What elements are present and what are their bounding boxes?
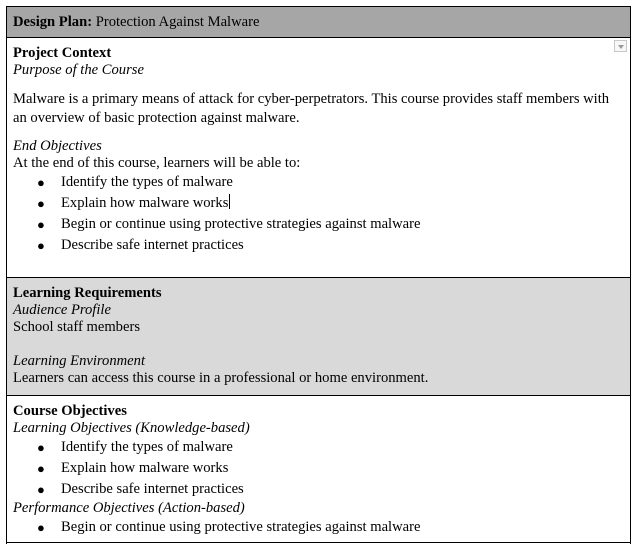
learning-environment-text[interactable]: Learners can access this course in a professional or home environment.	[13, 370, 429, 386]
bullet-icon: ●	[37, 482, 45, 497]
blank-line	[13, 336, 624, 353]
bullet-icon: ●	[37, 238, 45, 253]
course-objectives-section[interactable]	[7, 396, 630, 544]
list-item-text: Begin or continue using protective strategies against malware	[61, 519, 421, 535]
list-item[interactable]	[13, 214, 624, 235]
list-item[interactable]	[13, 458, 624, 479]
list-item[interactable]	[13, 437, 624, 458]
design-plan-header[interactable]	[7, 6, 630, 38]
learning-requirements-section[interactable]	[7, 278, 630, 396]
project-context-section[interactable]	[7, 38, 630, 278]
list-item-text: Identify the types of malware	[61, 174, 233, 190]
list-item-text: Identify the types of malware	[61, 439, 233, 455]
header-label: Design Plan:	[13, 14, 93, 30]
bullet-icon: ●	[37, 461, 45, 476]
purpose-heading: Purpose of the Course	[13, 62, 144, 78]
learning-requirements-heading: Learning Requirements	[13, 285, 162, 301]
list-item[interactable]	[13, 172, 624, 193]
project-context-heading: Project Context	[13, 45, 112, 61]
learning-environment-heading: Learning Environment	[13, 353, 146, 369]
end-objectives-list	[13, 172, 624, 256]
list-item[interactable]	[13, 479, 624, 500]
chevron-down-icon[interactable]	[614, 40, 627, 52]
list-item[interactable]	[13, 517, 624, 538]
list-item[interactable]	[13, 193, 624, 214]
list-item-text: Begin or continue using protective strategies against malware	[61, 216, 421, 232]
list-item[interactable]	[13, 235, 624, 256]
bullet-icon: ●	[37, 175, 45, 190]
audience-profile-text[interactable]: School staff members	[13, 319, 140, 335]
list-item-text: Describe safe internet practices	[61, 481, 244, 497]
learning-objectives-heading: Learning Objectives (Knowledge-based)	[13, 420, 250, 436]
design-plan-table	[6, 6, 631, 544]
performance-objectives-list	[13, 517, 624, 538]
audience-profile-heading: Audience Profile	[13, 302, 111, 318]
text-cursor	[229, 194, 230, 209]
list-item-text: Explain how malware works	[61, 460, 229, 476]
bullet-icon: ●	[37, 196, 45, 211]
performance-objectives-heading: Performance Objectives (Action-based)	[13, 500, 245, 516]
end-objectives-heading: End Objectives	[13, 138, 102, 154]
purpose-text[interactable]: Malware is a primary means of attack for cyber-perpetrators. This course provides staff members with an overview of basic protection against malware.	[13, 91, 610, 126]
course-objectives-heading: Course Objectives	[13, 403, 127, 419]
end-objectives-intro: At the end of this course, learners will be able to:	[13, 155, 301, 171]
bullet-icon: ●	[37, 520, 45, 535]
bullet-icon: ●	[37, 440, 45, 455]
list-item-text: Explain how malware works	[61, 195, 229, 211]
table-row-divider	[6, 542, 631, 543]
learning-objectives-list	[13, 437, 624, 500]
header-title[interactable]: Protection Against Malware	[95, 14, 260, 30]
list-item-text: Describe safe internet practices	[61, 237, 244, 253]
bullet-icon: ●	[37, 217, 45, 232]
